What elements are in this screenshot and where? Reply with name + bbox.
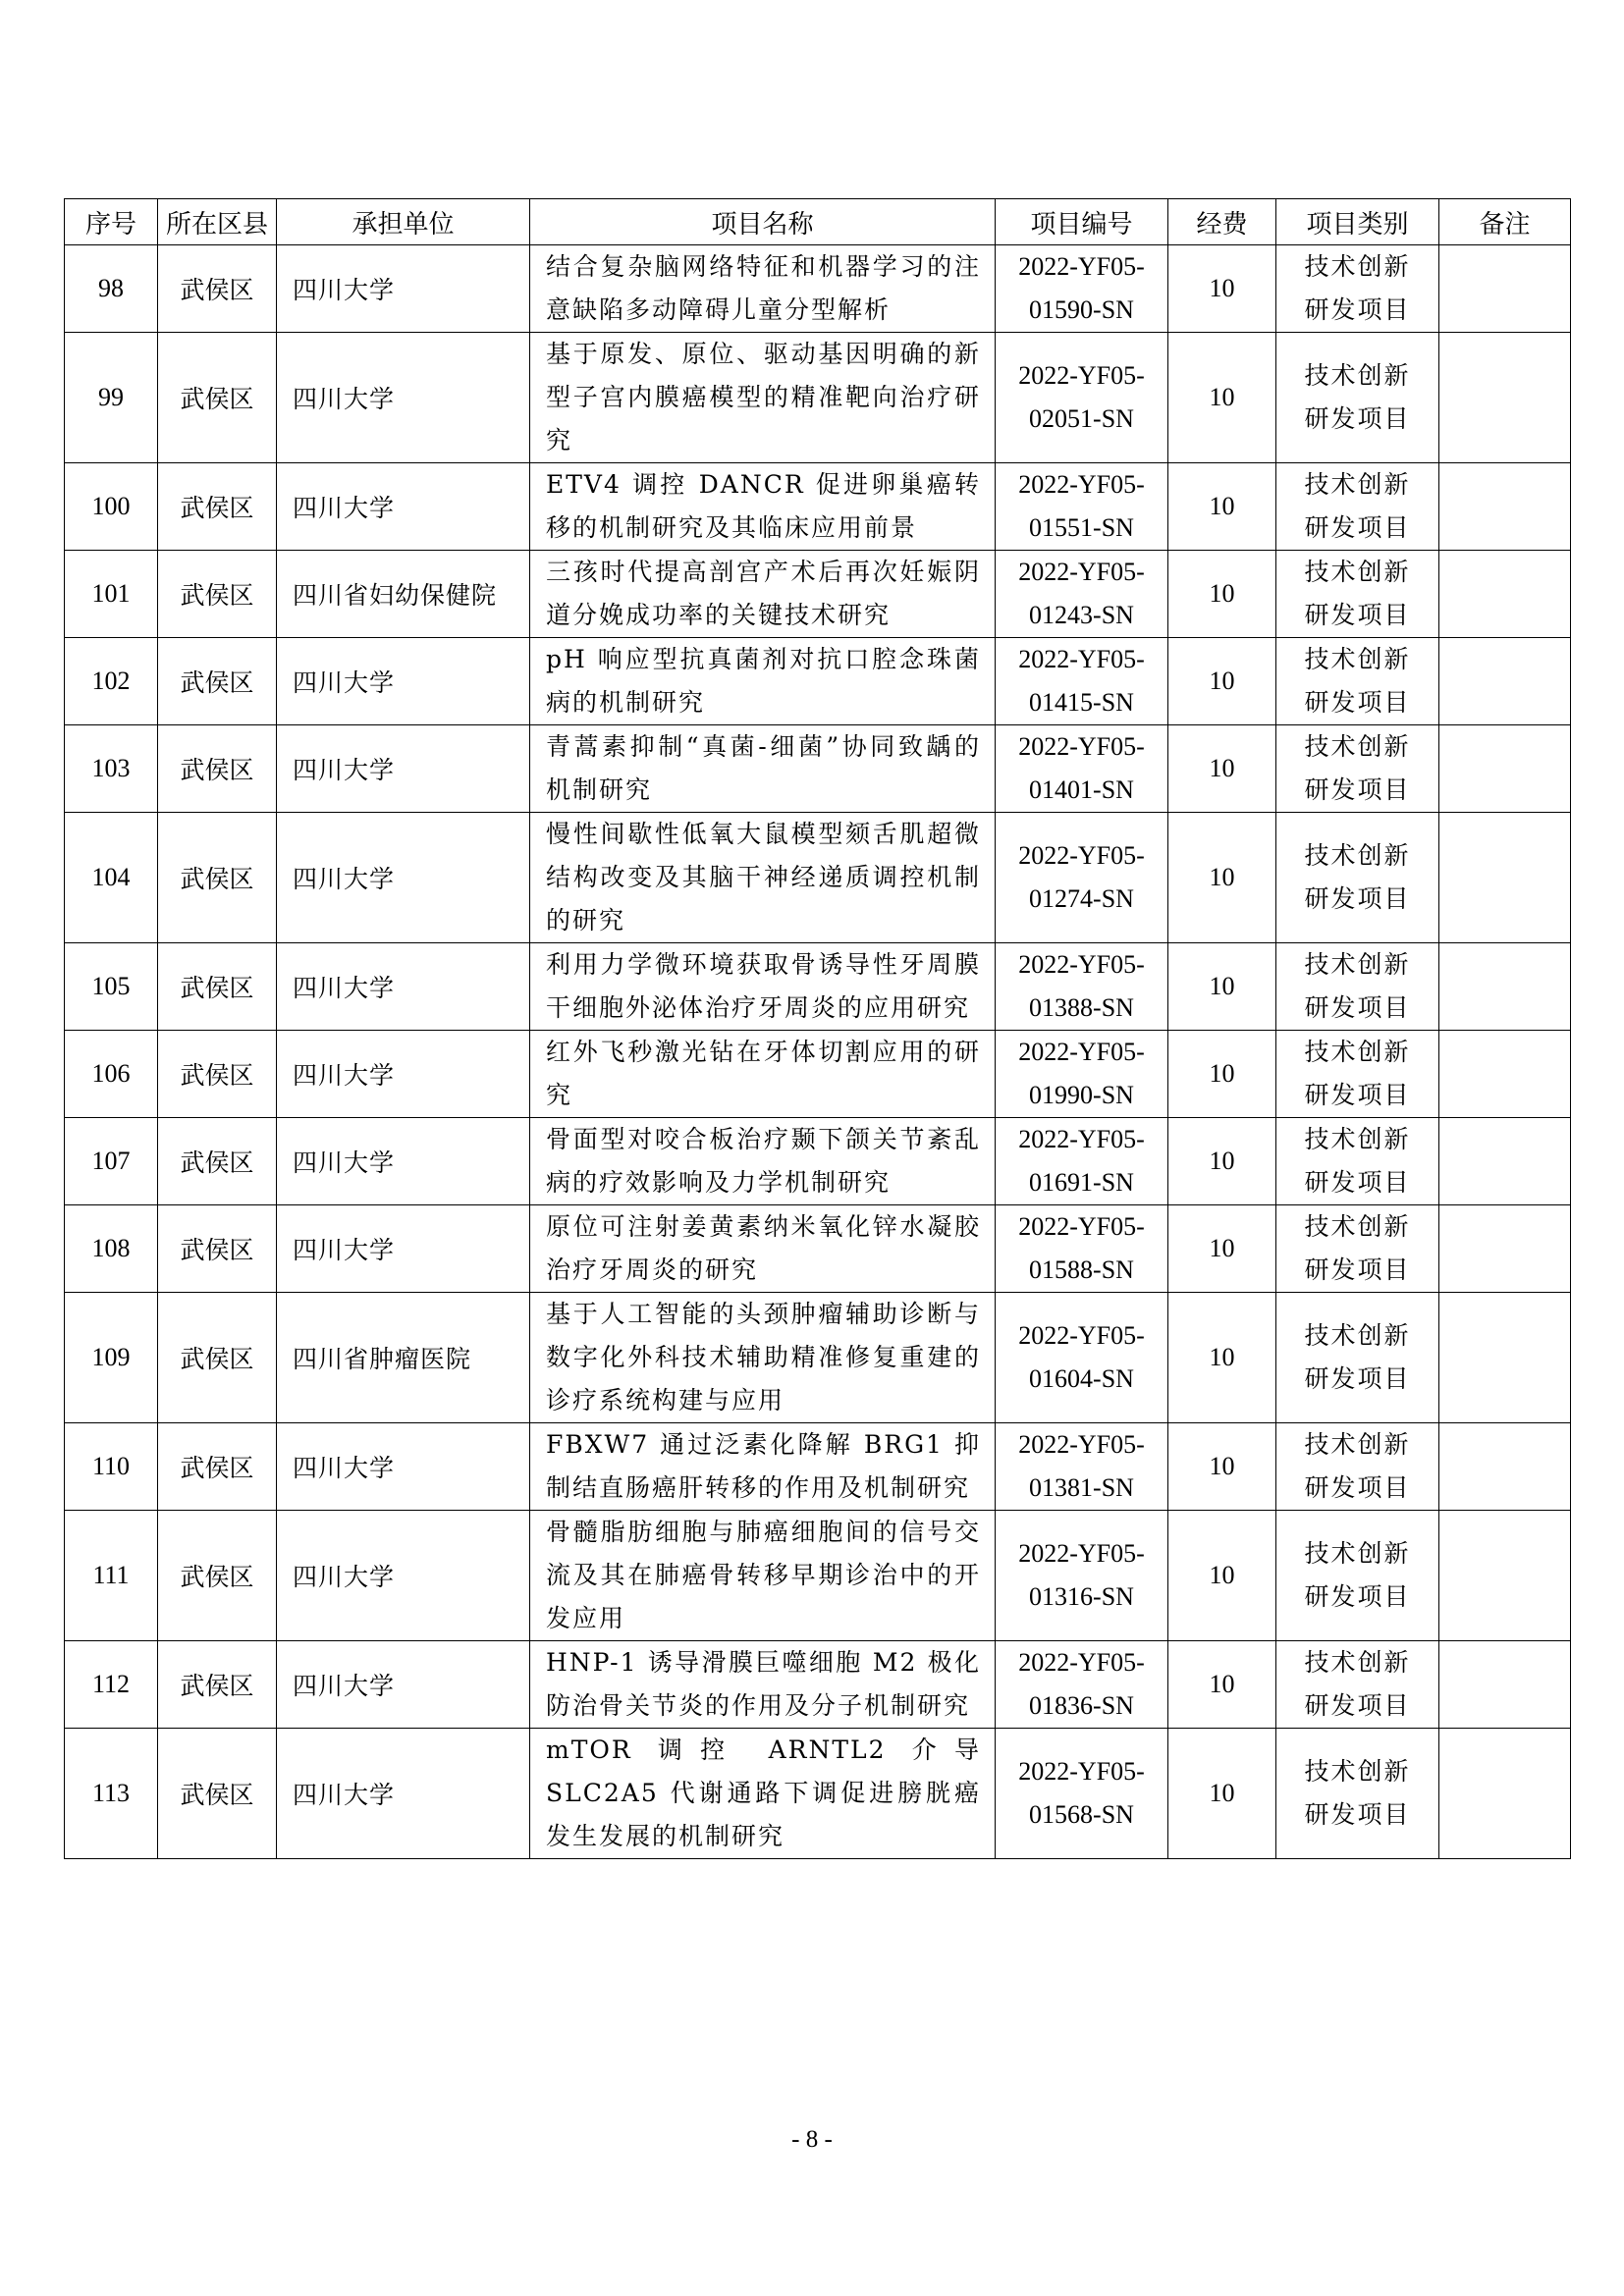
cell-category — [1276, 1118, 1439, 1205]
cell-project-name: 利用力学微环境获取骨诱导性牙周膜干细胞外泌体治疗牙周炎的应用研究 — [530, 943, 996, 1031]
project-code-line-2: 01568-SN — [1029, 1800, 1134, 1829]
cell-fund: 10 — [1168, 1729, 1276, 1859]
cell-no: 103 — [65, 725, 158, 813]
table-row — [65, 333, 1571, 463]
cell-note — [1439, 1118, 1571, 1205]
header-project-code: 项目编号 — [996, 199, 1168, 245]
project-code-line-2: 01401-SN — [1029, 775, 1134, 804]
project-code-line-2: 01836-SN — [1029, 1691, 1134, 1720]
cell-fund: 10 — [1168, 1118, 1276, 1205]
cell-no: 98 — [65, 245, 158, 333]
cell-project-code — [996, 1293, 1168, 1423]
cell-fund: 10 — [1168, 333, 1276, 463]
cell-unit: 四川大学 — [277, 1641, 530, 1729]
project-code-line-2: 01316-SN — [1029, 1582, 1134, 1611]
cell-note — [1439, 1641, 1571, 1729]
category-line-1: 技术创新 — [1304, 1757, 1411, 1786]
table-row — [65, 1031, 1571, 1118]
table-row — [65, 813, 1571, 943]
table-row — [65, 551, 1571, 638]
category-line-1: 技术创新 — [1304, 470, 1411, 499]
cell-unit: 四川大学 — [277, 638, 530, 725]
cell-project-name: 骨髓脂肪细胞与肺癌细胞间的信号交流及其在肺癌骨转移早期诊治中的开发应用 — [530, 1511, 996, 1641]
table-row — [65, 245, 1571, 333]
category-line-1: 技术创新 — [1304, 1038, 1411, 1066]
project-code-line-2: 01691-SN — [1029, 1168, 1134, 1197]
cell-no: 99 — [65, 333, 158, 463]
cell-fund: 10 — [1168, 813, 1276, 943]
cell-category — [1276, 1205, 1439, 1293]
cell-unit: 四川大学 — [277, 245, 530, 333]
table-body — [65, 245, 1571, 1859]
category-line-1: 技术创新 — [1304, 1430, 1411, 1459]
cell-unit: 四川省妇幼保健院 — [277, 551, 530, 638]
cell-project-code — [996, 725, 1168, 813]
cell-no: 113 — [65, 1729, 158, 1859]
project-code-line-1: 2022-YF05- — [1018, 732, 1145, 761]
page-number: - 8 - — [791, 2126, 833, 2153]
cell-district: 武侯区 — [158, 1293, 277, 1423]
cell-district: 武侯区 — [158, 1729, 277, 1859]
cell-note — [1439, 245, 1571, 333]
cell-unit: 四川大学 — [277, 943, 530, 1031]
cell-note — [1439, 813, 1571, 943]
cell-project-code — [996, 1641, 1168, 1729]
project-code-line-1: 2022-YF05- — [1018, 361, 1145, 390]
cell-project-name: 基于原发、原位、驱动基因明确的新型子宫内膜癌模型的精准靶向治疗研究 — [530, 333, 996, 463]
cell-category — [1276, 551, 1439, 638]
category-line-2: 研发项目 — [1304, 1081, 1411, 1109]
project-code-line-1: 2022-YF05- — [1018, 1648, 1145, 1677]
project-code-line-1: 2022-YF05- — [1018, 1539, 1145, 1568]
table-row — [65, 1729, 1571, 1859]
cell-unit: 四川大学 — [277, 1031, 530, 1118]
cell-no: 104 — [65, 813, 158, 943]
cell-no: 101 — [65, 551, 158, 638]
header-note: 备注 — [1439, 199, 1571, 245]
project-code-line-2: 01551-SN — [1029, 513, 1134, 542]
category-line-1: 技术创新 — [1304, 1212, 1411, 1241]
cell-no: 110 — [65, 1423, 158, 1511]
cell-project-name: FBXW7 通过泛素化降解 BRG1 抑制结直肠癌肝转移的作用及机制研究 — [530, 1423, 996, 1511]
cell-category — [1276, 245, 1439, 333]
project-code-line-2: 01590-SN — [1029, 295, 1134, 324]
category-line-2: 研发项目 — [1304, 513, 1411, 542]
project-code-line-2: 01415-SN — [1029, 688, 1134, 717]
category-line-2: 研发项目 — [1304, 1168, 1411, 1197]
project-code-line-1: 2022-YF05- — [1018, 558, 1145, 586]
cell-project-code — [996, 813, 1168, 943]
cell-unit: 四川大学 — [277, 813, 530, 943]
cell-unit: 四川大学 — [277, 463, 530, 551]
cell-note — [1439, 333, 1571, 463]
cell-project-code — [996, 943, 1168, 1031]
cell-category — [1276, 1293, 1439, 1423]
project-code-line-2: 01588-SN — [1029, 1255, 1134, 1284]
cell-category — [1276, 1423, 1439, 1511]
category-line-1: 技术创新 — [1304, 732, 1411, 761]
category-line-1: 技术创新 — [1304, 1125, 1411, 1153]
cell-category — [1276, 1729, 1439, 1859]
cell-project-code — [996, 1031, 1168, 1118]
cell-district: 武侯区 — [158, 245, 277, 333]
cell-note — [1439, 551, 1571, 638]
cell-no: 102 — [65, 638, 158, 725]
cell-fund: 10 — [1168, 463, 1276, 551]
category-line-1: 技术创新 — [1304, 1321, 1411, 1350]
project-code-line-2: 01381-SN — [1029, 1473, 1134, 1502]
cell-project-name: 原位可注射姜黄素纳米氧化锌水凝胶治疗牙周炎的研究 — [530, 1205, 996, 1293]
project-code-line-1: 2022-YF05- — [1018, 470, 1145, 499]
header-fund: 经费 — [1168, 199, 1276, 245]
cell-category — [1276, 813, 1439, 943]
cell-district: 武侯区 — [158, 1205, 277, 1293]
cell-no: 111 — [65, 1511, 158, 1641]
cell-district: 武侯区 — [158, 1118, 277, 1205]
header-unit: 承担单位 — [277, 199, 530, 245]
cell-project-code — [996, 1118, 1168, 1205]
cell-category — [1276, 1641, 1439, 1729]
cell-note — [1439, 1205, 1571, 1293]
header-project-name: 项目名称 — [530, 199, 996, 245]
cell-project-name: HNP-1 诱导滑膜巨噬细胞 M2 极化防治骨关节炎的作用及分子机制研究 — [530, 1641, 996, 1729]
cell-note — [1439, 1031, 1571, 1118]
table-row — [65, 1205, 1571, 1293]
project-code-line-1: 2022-YF05- — [1018, 1125, 1145, 1153]
cell-fund: 10 — [1168, 1423, 1276, 1511]
cell-fund: 10 — [1168, 1031, 1276, 1118]
cell-note — [1439, 463, 1571, 551]
table-row — [65, 1511, 1571, 1641]
project-code-line-1: 2022-YF05- — [1018, 1757, 1145, 1786]
cell-fund: 10 — [1168, 245, 1276, 333]
cell-category — [1276, 943, 1439, 1031]
table-row — [65, 943, 1571, 1031]
category-line-1: 技术创新 — [1304, 361, 1411, 390]
cell-district: 武侯区 — [158, 333, 277, 463]
cell-note — [1439, 638, 1571, 725]
category-line-2: 研发项目 — [1304, 1255, 1411, 1284]
cell-district: 武侯区 — [158, 1511, 277, 1641]
project-code-line-1: 2022-YF05- — [1018, 645, 1145, 673]
category-line-1: 技术创新 — [1304, 950, 1411, 979]
category-line-1: 技术创新 — [1304, 645, 1411, 673]
header-no: 序号 — [65, 199, 158, 245]
category-line-1: 技术创新 — [1304, 558, 1411, 586]
header-row — [65, 199, 1571, 245]
cell-category — [1276, 333, 1439, 463]
cell-fund: 10 — [1168, 1293, 1276, 1423]
cell-project-name: 结合复杂脑网络特征和机器学习的注意缺陷多动障碍儿童分型解析 — [530, 245, 996, 333]
category-line-1: 技术创新 — [1304, 841, 1411, 870]
category-line-2: 研发项目 — [1304, 1473, 1411, 1502]
project-table — [64, 198, 1571, 1859]
category-line-2: 研发项目 — [1304, 1364, 1411, 1393]
cell-fund: 10 — [1168, 638, 1276, 725]
table-row — [65, 1293, 1571, 1423]
category-line-2: 研发项目 — [1304, 1582, 1411, 1611]
category-line-1: 技术创新 — [1304, 1539, 1411, 1568]
cell-district: 武侯区 — [158, 1641, 277, 1729]
project-code-line-2: 01274-SN — [1029, 884, 1134, 913]
project-code-line-1: 2022-YF05- — [1018, 841, 1145, 870]
table-row — [65, 638, 1571, 725]
cell-project-code — [996, 333, 1168, 463]
cell-unit: 四川大学 — [277, 1205, 530, 1293]
category-line-2: 研发项目 — [1304, 1800, 1411, 1829]
cell-unit: 四川大学 — [277, 1423, 530, 1511]
project-code-line-2: 02051-SN — [1029, 404, 1134, 433]
cell-category — [1276, 725, 1439, 813]
cell-district: 武侯区 — [158, 943, 277, 1031]
cell-project-code — [996, 1423, 1168, 1511]
project-code-line-2: 01243-SN — [1029, 601, 1134, 629]
category-line-1: 技术创新 — [1304, 252, 1411, 281]
category-line-2: 研发项目 — [1304, 775, 1411, 804]
cell-note — [1439, 1729, 1571, 1859]
cell-project-code — [996, 1729, 1168, 1859]
cell-note — [1439, 1423, 1571, 1511]
project-code-line-1: 2022-YF05- — [1018, 1430, 1145, 1459]
cell-unit: 四川大学 — [277, 725, 530, 813]
cell-fund: 10 — [1168, 551, 1276, 638]
category-line-2: 研发项目 — [1304, 404, 1411, 433]
cell-note — [1439, 1511, 1571, 1641]
project-code-line-2: 01388-SN — [1029, 993, 1134, 1022]
cell-district: 武侯区 — [158, 1423, 277, 1511]
cell-district: 武侯区 — [158, 551, 277, 638]
cell-project-name: 基于人工智能的头颈肿瘤辅助诊断与数字化外科技术辅助精准修复重建的诊疗系统构建与应用 — [530, 1293, 996, 1423]
cell-note — [1439, 725, 1571, 813]
cell-no: 112 — [65, 1641, 158, 1729]
project-code-line-1: 2022-YF05- — [1018, 950, 1145, 979]
cell-no: 107 — [65, 1118, 158, 1205]
cell-project-name: 青蒿素抑制“真菌-细菌”协同致龋的机制研究 — [530, 725, 996, 813]
cell-category — [1276, 1031, 1439, 1118]
category-line-2: 研发项目 — [1304, 295, 1411, 324]
cell-district: 武侯区 — [158, 1031, 277, 1118]
table-row — [65, 1641, 1571, 1729]
cell-unit: 四川大学 — [277, 333, 530, 463]
category-line-2: 研发项目 — [1304, 993, 1411, 1022]
project-code-line-1: 2022-YF05- — [1018, 1038, 1145, 1066]
header-district: 所在区县 — [158, 199, 277, 245]
cell-project-code — [996, 1511, 1168, 1641]
table-row — [65, 725, 1571, 813]
cell-fund: 10 — [1168, 725, 1276, 813]
project-code-line-2: 01604-SN — [1029, 1364, 1134, 1393]
cell-project-code — [996, 638, 1168, 725]
table-row — [65, 1423, 1571, 1511]
table-row — [65, 463, 1571, 551]
cell-note — [1439, 1293, 1571, 1423]
cell-category — [1276, 638, 1439, 725]
cell-no: 100 — [65, 463, 158, 551]
header-category: 项目类别 — [1276, 199, 1439, 245]
cell-fund: 10 — [1168, 943, 1276, 1031]
cell-unit: 四川省肿瘤医院 — [277, 1293, 530, 1423]
cell-no: 105 — [65, 943, 158, 1031]
category-line-2: 研发项目 — [1304, 688, 1411, 717]
table-row — [65, 1118, 1571, 1205]
cell-fund: 10 — [1168, 1641, 1276, 1729]
cell-category — [1276, 1511, 1439, 1641]
cell-no: 108 — [65, 1205, 158, 1293]
project-code-line-1: 2022-YF05- — [1018, 1212, 1145, 1241]
cell-project-name: 三孩时代提高剖宫产术后再次妊娠阴道分娩成功率的关键技术研究 — [530, 551, 996, 638]
project-code-line-1: 2022-YF05- — [1018, 1321, 1145, 1350]
cell-project-code — [996, 1205, 1168, 1293]
cell-project-name: 红外飞秒激光钻在牙体切割应用的研究 — [530, 1031, 996, 1118]
cell-district: 武侯区 — [158, 463, 277, 551]
cell-unit: 四川大学 — [277, 1729, 530, 1859]
category-line-2: 研发项目 — [1304, 1691, 1411, 1720]
cell-project-code — [996, 245, 1168, 333]
cell-no: 106 — [65, 1031, 158, 1118]
cell-fund: 10 — [1168, 1511, 1276, 1641]
cell-no: 109 — [65, 1293, 158, 1423]
cell-project-name: 骨面型对咬合板治疗颞下颌关节紊乱病的疗效影响及力学机制研究 — [530, 1118, 996, 1205]
cell-category — [1276, 463, 1439, 551]
cell-project-name: mTOR 调控 ARNTL2 介导 SLC2A5 代谢通路下调促进膀胱癌发生发展的机制研究 — [530, 1729, 996, 1859]
cell-fund: 10 — [1168, 1205, 1276, 1293]
category-line-2: 研发项目 — [1304, 601, 1411, 629]
cell-project-name: 慢性间歇性低氧大鼠模型颏舌肌超微结构改变及其脑干神经递质调控机制的研究 — [530, 813, 996, 943]
cell-unit: 四川大学 — [277, 1511, 530, 1641]
cell-district: 武侯区 — [158, 638, 277, 725]
category-line-2: 研发项目 — [1304, 884, 1411, 913]
project-code-line-1: 2022-YF05- — [1018, 252, 1145, 281]
category-line-1: 技术创新 — [1304, 1648, 1411, 1677]
cell-project-code — [996, 463, 1168, 551]
cell-district: 武侯区 — [158, 813, 277, 943]
cell-note — [1439, 943, 1571, 1031]
cell-unit: 四川大学 — [277, 1118, 530, 1205]
cell-project-name: pH 响应型抗真菌剂对抗口腔念珠菌病的机制研究 — [530, 638, 996, 725]
cell-project-code — [996, 551, 1168, 638]
cell-district: 武侯区 — [158, 725, 277, 813]
cell-project-name: ETV4 调控 DANCR 促进卵巢癌转移的机制研究及其临床应用前景 — [530, 463, 996, 551]
project-code-line-2: 01990-SN — [1029, 1081, 1134, 1109]
